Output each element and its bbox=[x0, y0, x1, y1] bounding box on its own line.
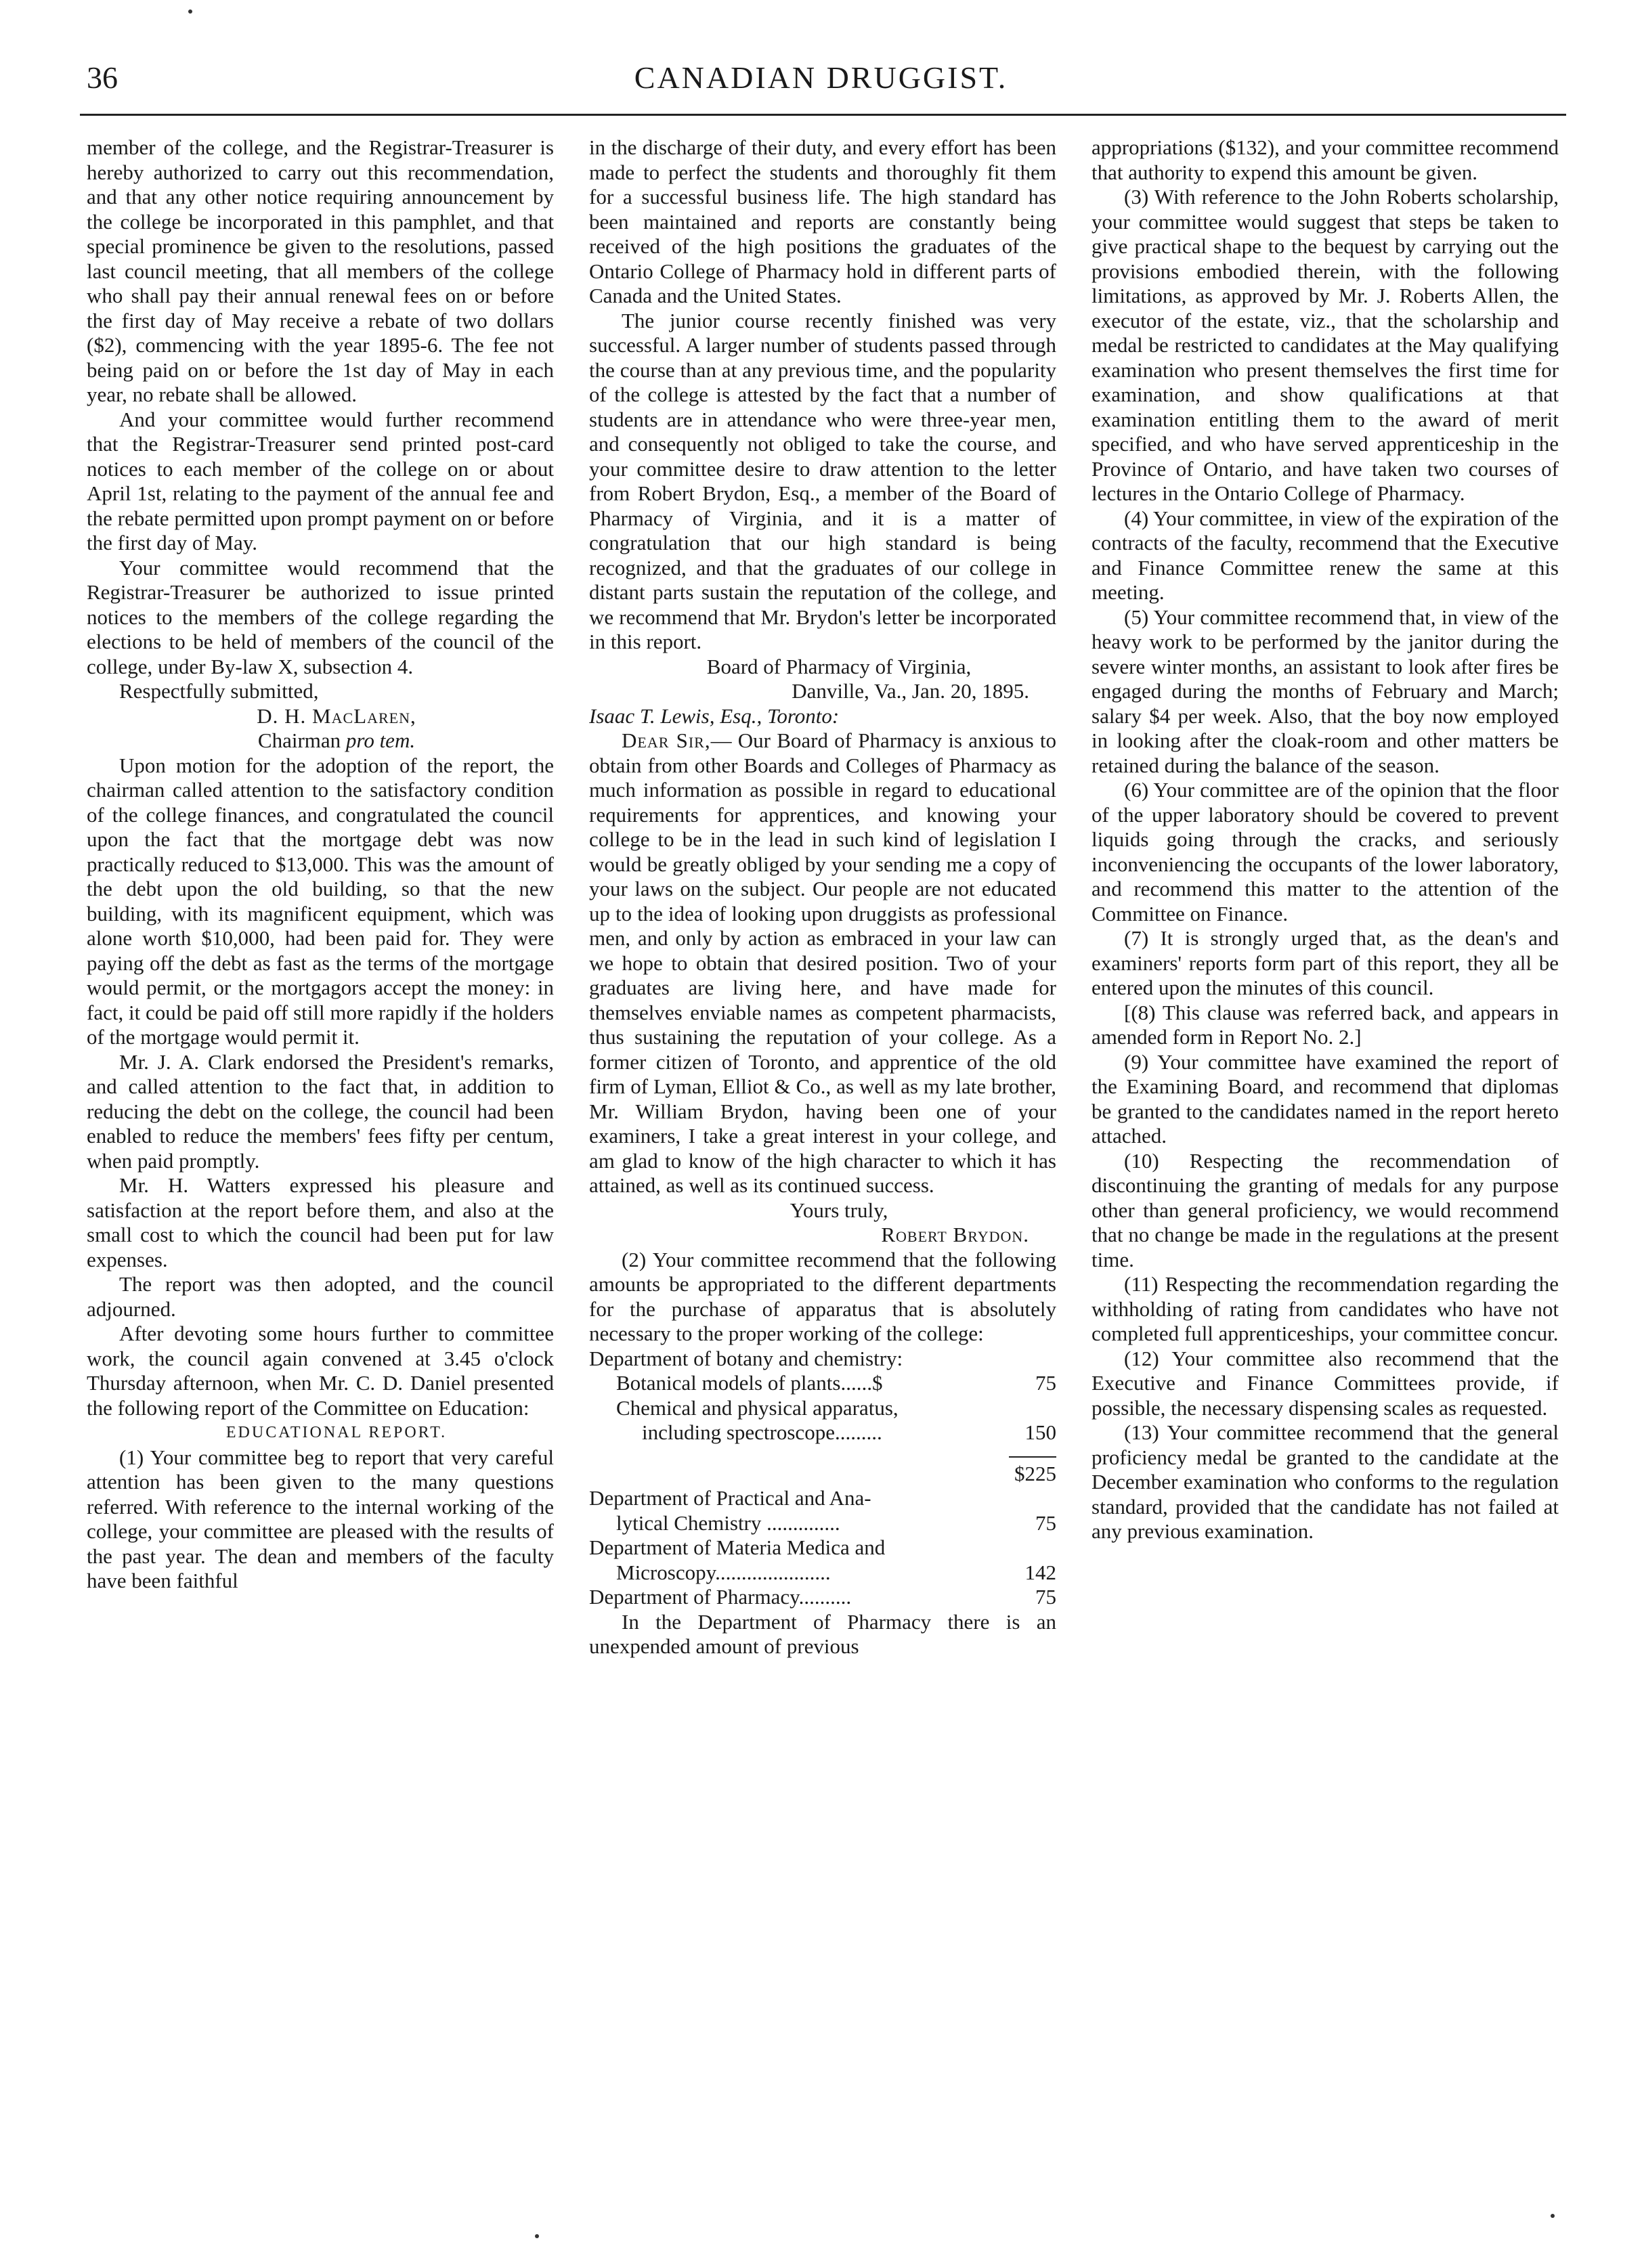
letter-body-text: — Our Board of Pharmacy is anxious to obtain from other Boards and Colleges of Pharmacy as much information as possible in regard to educational requirements for apprentices, and knowing your college to be in the lead in such kind of legislation I would be greatly obliged by your sending me a copy of your laws on the subject. Our people are not educated up to the idea of looking upon druggists as professional men, and only by action as embraced in your law can we hope to obtain that desired position. Two of your graduates are living here, and have made for themselves enviable names as competent pharmacists, thus sustaining the reputation of your college. As a former citizen of Toronto, and apprentice of the old firm of Lyman, Elliot & Co., as well as my late brother, Mr. William Brydon, having been one of your examiners, I take a great interest in your college, and am glad to know of the high character to which it has attained, as well as its continued success. bbox=[589, 728, 1056, 1197]
ledger-label: Department of Practical and Ana- bbox=[589, 1486, 871, 1510]
ledger-label: lytical Chemistry .............. bbox=[616, 1510, 840, 1535]
paragraph: (9) Your committee have examined the report of the Examining Board, and recommend that diplomas be granted to the candidates named in the report hereto attached. bbox=[1092, 1049, 1559, 1148]
paragraph: (6) Your committee are of the opinion that the floor of the upper laboratory should be covered to prevent liquids going through the cracks, and seriously inconveniencing the occupants of the lower laboratory, and recommend this matter to the attention of the Committee on Finance. bbox=[1092, 778, 1559, 925]
ledger-label: Botanical models of plants......$ bbox=[616, 1371, 883, 1395]
ledger-row bbox=[589, 1371, 1056, 1396]
ledger-row bbox=[589, 1535, 1056, 1561]
letter-signer bbox=[589, 1223, 1056, 1248]
ledger-label: Chemical and physical apparatus, bbox=[616, 1395, 899, 1420]
signer-name bbox=[87, 704, 554, 729]
appropriations-ledger bbox=[589, 1347, 1056, 1445]
print-speck bbox=[535, 2234, 539, 2238]
paragraph: The junior course recently finished was very successful. A larger number of students passed through the course than at any previous time, and the popularity of the college is attested by the fact that a number of students are in attendance who were three-year men, and consequently not obliged to take the course, and your committee desire to draw attention to the letter from Robert Brydon, Esq., a member of the Board of Pharmacy of Virginia, and it is a matter of congratulation that our high standard is being recognized, and that the graduates of our college in distant parts sustain the reputation of the college, and we recommend that Mr. Brydon's letter be incorporated in this report. bbox=[589, 308, 1056, 653]
ledger-subtotal: $225 bbox=[1014, 1461, 1056, 1485]
paragraph: (10) Respecting the recommendation of discontinuing the granting of medals for any purpose other than general proficiency, we would recommend that no change be made in the regulations at the present time. bbox=[1092, 1148, 1559, 1271]
paragraph: (3) With reference to the John Roberts scholarship, your committee would suggest that steps be taken to give practical shape to the bequest by carrying out the provisions embodied therein, with the following limitations, as approved by Mr. J. Roberts Allen, the executor of the estate, viz., that the scholarship and medal be restricted to candidates at the May qualifying examination who present themselves the first time for examination, and show qualifications at that examination entitling them to the award of merit specified, and who have served apprenticeship in the Province of Ontario, and have taken two courses of lectures in the Ontario College of Pharmacy. bbox=[1092, 185, 1559, 505]
signer-title-italic: pro tem. bbox=[345, 728, 416, 752]
text-column-middle bbox=[589, 135, 1056, 2227]
ledger-label: Microscopy...................... bbox=[616, 1560, 831, 1584]
section-heading: EDUCATIONAL REPORT. bbox=[225, 1424, 448, 1441]
ledger-amount: 75 bbox=[1035, 1585, 1056, 1609]
running-title: CANADIAN DRUGGIST. bbox=[634, 60, 1008, 95]
header-rule bbox=[80, 114, 1566, 116]
ledger-amount: 150 bbox=[1024, 1420, 1056, 1444]
paragraph: Your committee would recommend that the Registrar-Treasurer be authorized to issue printed notices to the members of the college regarding the elections to be held of members of the council of the college, under By-law X, subsection 4. bbox=[87, 555, 554, 678]
text-column-left bbox=[87, 135, 554, 2227]
signer-title-text: Chairman bbox=[257, 728, 341, 752]
paragraph: Mr. H. Watters expressed his pleasure and satisfaction at the report before them, and also at the small cost to which the council had been put for law expenses. bbox=[87, 1173, 554, 1271]
print-speck bbox=[1551, 2214, 1555, 2218]
paragraph: In the Department of Pharmacy there is an unexpended amount of previous bbox=[589, 1609, 1056, 1658]
appropriations-ledger-continued bbox=[589, 1486, 1056, 1610]
ledger-row bbox=[589, 1347, 1056, 1372]
letter-body bbox=[589, 728, 1056, 1198]
letter-addressee: Isaac T. Lewis, Esq., Toronto: bbox=[589, 703, 840, 728]
paragraph: (1) Your committee beg to report that very careful attention has been given to the many questions referred. With reference to the internal working of the college, your committee are pleased with the results of the past year. The dean and members of the faculty have been faithful bbox=[87, 1445, 554, 1592]
sum-rule bbox=[1009, 1456, 1056, 1458]
print-speck bbox=[188, 9, 192, 14]
paragraph: [(8) This clause was referred back, and appears in amended form in Report No. 2.] bbox=[1092, 1000, 1559, 1049]
paragraph: The report was then adopted, and the council adjourned. bbox=[87, 1272, 554, 1321]
page-number: 36 bbox=[87, 60, 118, 95]
paragraph: Upon motion for the adoption of the report, the chairman called attention to the satisfactory condition of the college finances, and congratulated the council upon the fact that the mortgage debt was now practically reduced to $13,000. This was the amount of the debt upon the old building, so that the new building, with its magnificent equipment, which was alone worth $10,000, had been paid for. They were paying off the debt as fast as the terms of the mortgage would permit, or the mortgagors accept the money: in fact, it could be paid off still more rapidly if the holders of the mortgage would permit it. bbox=[87, 753, 554, 1049]
paragraph: (13) Your committee recommend that the general proficiency medal be granted to the candidate at the December examination who conforms to the regulation standard, provided that the candidate has not failed at any previous examination. bbox=[1092, 1420, 1559, 1543]
letter-signer-text: Robert Brydon. bbox=[881, 1223, 1029, 1246]
paragraph: (4) Your committee, in view of the expiration of the contracts of the faculty, recommend that the Executive and Finance Committee renew the same at this meeting. bbox=[1092, 506, 1559, 604]
ledger-row bbox=[589, 1511, 1056, 1536]
paragraph: (11) Respecting the recommendation regarding the withholding of rating from candidates who have not completed full apprenticeships, your committee concur. bbox=[1092, 1272, 1559, 1345]
paragraph: appropriations ($132), and your committee recommend that authority to expend this amount be given. bbox=[1092, 135, 1559, 184]
ledger-amount: 75 bbox=[1035, 1510, 1056, 1535]
letter-organization: Board of Pharmacy of Virginia, bbox=[706, 654, 972, 678]
paragraph: After devoting some hours further to committee work, the council again convened at 3.45 o'clock Thursday afternoon, when Mr. C. D. Daniel presented the following report of the Committee on Education: bbox=[87, 1322, 554, 1420]
paragraph: (12) Your committee also recommend that the Executive and Finance Committees provide, if possible, the necessary dispensing scales as requested. bbox=[1092, 1346, 1559, 1420]
paragraph: (5) Your committee recommend that, in view of the heavy work to be performed by the janitor during the severe winter months, an assistant to look after fires be engaged during the months of February and March; salary $4 per week. Also, that the boy now employed in looking after the cloak-room and other matters be retained during the balance of the season. bbox=[1092, 605, 1559, 777]
ledger-label: Department of Materia Medica and bbox=[589, 1535, 886, 1559]
ledger-amount: 75 bbox=[1035, 1371, 1056, 1395]
ledger-row bbox=[589, 1486, 1056, 1511]
signer-name-text: D. H. MacLaren, bbox=[257, 703, 416, 728]
paragraph: in the discharge of their duty, and every effort has been made to perfect the students and thoroughly fit them for a successful business life. The high standard has been maintained and reports are constantly being received of the high positions the graduates of the Ontario College of Pharmacy hold in different parts of Canada and the United States. bbox=[589, 135, 1056, 307]
paragraph: And your committee would further recommend that the Registrar-Treasurer send printed post-card notices to each member of the college on or about April 1st, relating to the payment of the annual fee and the rebate permitted upon prompt payment on or before the first day of May. bbox=[87, 407, 554, 554]
signoff: Respectfully submitted, bbox=[119, 679, 319, 703]
letter-closing: Yours truly, bbox=[790, 1198, 888, 1222]
paragraph: member of the college, and the Registrar-Treasurer is hereby authorized to carry out this recommendation, and that any other notice requiring announcement by the college be incorporated in this pamphlet, and that special prominence be given to the resolutions, passed last council meeting, that all members of the college who shall pay their annual renewal fees on or before the first day of May receive a rebate of two dollars ($2), commencing with the year 1895-6. The fee not being paid on or before the 1st day of May in each year, no rebate shall be allowed. bbox=[87, 135, 554, 406]
paragraph: (2) Your committee recommend that the following amounts be appropriated to the different departments for the purchase of apparatus that is absolutely necessary to the proper working of the college: bbox=[589, 1247, 1056, 1345]
letter-place-date: Danville, Va., Jan. 20, 1895. bbox=[792, 679, 1029, 703]
ledger-row bbox=[589, 1585, 1056, 1610]
signer-title bbox=[87, 728, 554, 754]
paragraph: (7) It is strongly urged that, as the dean's and examiners' reports form part of this report, they all be entered upon the minutes of this council. bbox=[1092, 926, 1559, 999]
paragraph: Mr. J. A. Clark endorsed the President's remarks, and called attention to the fact that, in addition to reducing the debt on the college, the council had been enabled to reduce the members' fees fifty per centum, when paid promptly. bbox=[87, 1049, 554, 1173]
salutation: Dear Sir, bbox=[622, 728, 711, 752]
ledger-row bbox=[589, 1396, 1056, 1421]
text-column-right bbox=[1092, 135, 1559, 2227]
ledger-row bbox=[589, 1561, 1056, 1586]
ledger-amount: 142 bbox=[1024, 1560, 1056, 1584]
ledger-label: including spectroscope......... bbox=[642, 1420, 882, 1444]
ledger-label: Department of Pharmacy.......... bbox=[589, 1585, 852, 1609]
ledger-label: Department of botany and chemistry: bbox=[589, 1346, 903, 1370]
ledger-row bbox=[589, 1420, 1056, 1445]
